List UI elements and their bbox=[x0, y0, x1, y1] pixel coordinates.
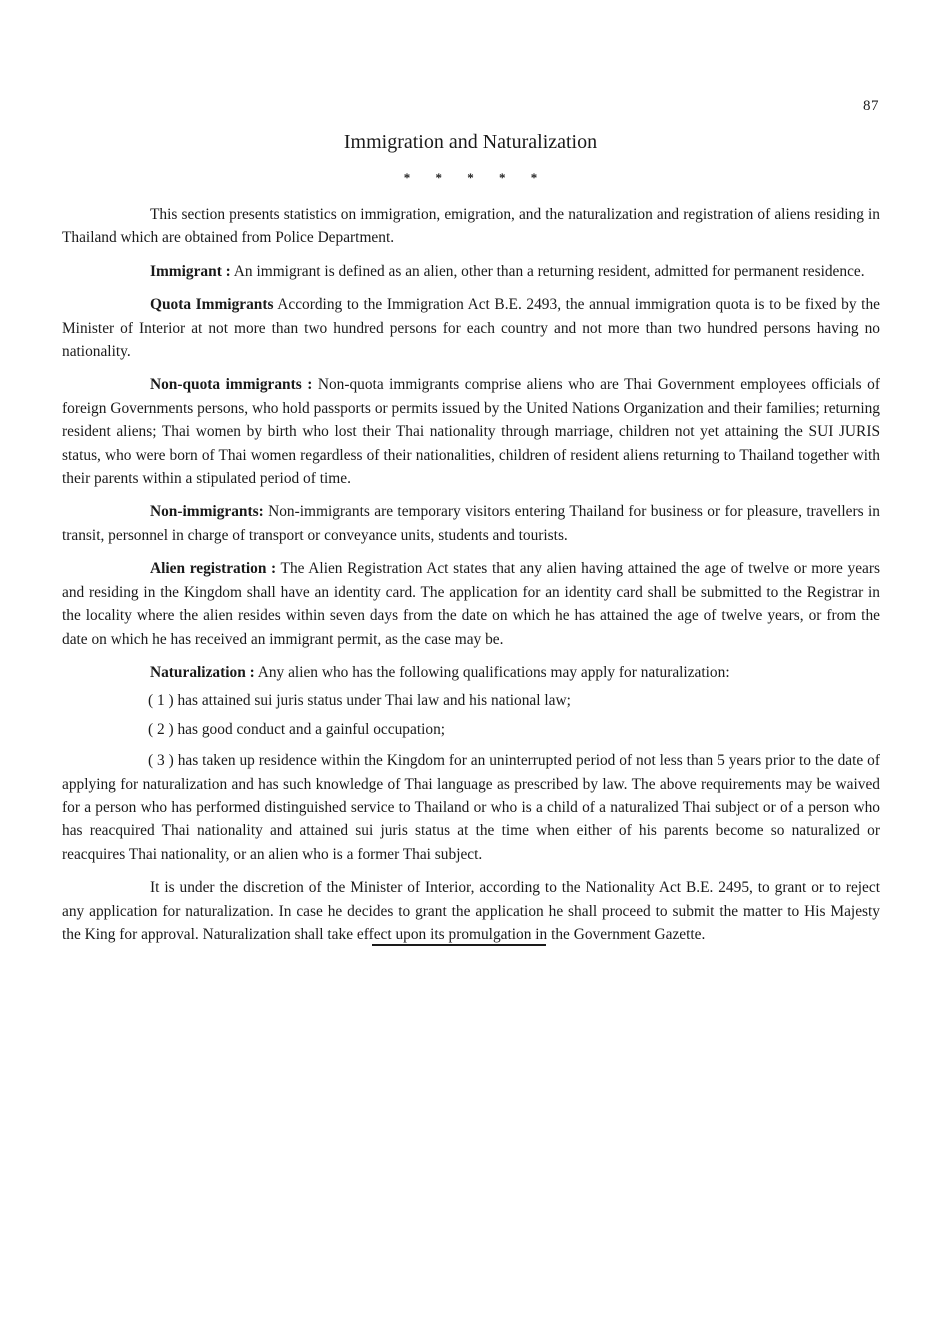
end-rule bbox=[372, 944, 546, 946]
naturalization-definition: Any alien who has the following qualifications may apply for naturalization: bbox=[254, 663, 730, 681]
qualification-item-2: ( 2 ) has good conduct and a gainful occupation; bbox=[148, 720, 446, 738]
nonimmigrants-term: Non-immigrants: bbox=[150, 503, 264, 521]
closing-paragraph: It is under the discretion of the Minister of Interior, according to the Nationality Act B.E. 2495, to grant or to reject any application for naturalization. In case he decides to grant the application he shall proceed to submit the matter to His Majesty the King for approval. Naturalization shall take effect upon its promulgation in the Government Gazette. bbox=[62, 879, 880, 943]
nonimmigrants-definition: Non-immigrants are temporary visitors entering Thailand for business or for pleasure, travellers in transit, personnel in charge of transport or conveyance units, students and tourists. bbox=[62, 503, 880, 544]
quota-definition: According to the Immigration Act B.E. 2493, the annual immigration quota is to be fixed by the Minister of Interior at not more than two hundred persons for each country and not more than two hundred persons having no nationality. bbox=[62, 296, 880, 361]
qualification-item-1: ( 1 ) has attained sui juris status under Thai law and his national law; bbox=[148, 692, 571, 710]
immigrant-paragraph bbox=[62, 260, 880, 283]
immigrant-term: Immigrant : bbox=[150, 262, 231, 280]
nonquota-term: Non-quota immigrants : bbox=[150, 376, 313, 394]
quota-term: Quota Immigrants bbox=[150, 296, 274, 314]
qualification-item-3: ( 3 ) has taken up residence within the Kingdom for an uninterrupted period of not less than 5 years prior to the date of applying for naturalization and has such knowledge of Thai language as prescribed by law. The above requirements may be waived for a person who has performed distinguished service to Thailand or who is a child of a naturalized Thai subject or of a person who has reacquired Thai nationality and attained sui juris status at the time when either of his parents become so naturalized or reacquires Thai nationality, or an alien who is a former Thai subject. bbox=[62, 752, 880, 863]
alien-registration-paragraph bbox=[62, 557, 880, 651]
alien-registration-definition: The Alien Registration Act states that any alien having attained the age of twelve or more years and residing in the Kingdom shall have an identity card. The application for an identity card shall be submitted to the Registrar in the locality where the alien resides within seven days from the date on which he has attained the age of twelve years, or from the date on which he has received an immigrant permit, as the case may be. bbox=[62, 560, 880, 648]
quota-paragraph bbox=[62, 293, 880, 363]
nonquota-paragraph bbox=[62, 373, 880, 490]
page-title: Immigration and Naturalization bbox=[343, 131, 598, 153]
title-separator: * * * * * bbox=[403, 170, 538, 185]
document-body bbox=[62, 203, 880, 956]
naturalization-term: Naturalization : bbox=[150, 663, 255, 681]
alien-registration-term: Alien registration : bbox=[150, 560, 277, 578]
nonquota-definition: Non-quota immigrants comprise aliens who are Thai Government employees officials of foreign Governments persons, who hold passports or permits issued by the United Nations Organization and their families; returning resident aliens; Thai women by birth who lost their Thai nationality through marriage, children not yet attaining the SUI JURIS status, who were born of Thai women regardless of their nationalities, children of resident aliens returning to Thailand together with their parents within a stipulated period of time. bbox=[62, 376, 880, 488]
immigrant-definition: An immigrant is defined as an alien, other than a returning resident, admitted for permanent residence. bbox=[230, 262, 865, 280]
naturalization-paragraph bbox=[62, 661, 880, 684]
page-number: 87 bbox=[863, 98, 879, 114]
intro-paragraph: This section presents statistics on immigration, emigration, and the naturalization and registration of aliens residing in Thailand which are obtained from Police Department. bbox=[62, 206, 880, 247]
nonimmigrants-paragraph bbox=[62, 500, 880, 547]
